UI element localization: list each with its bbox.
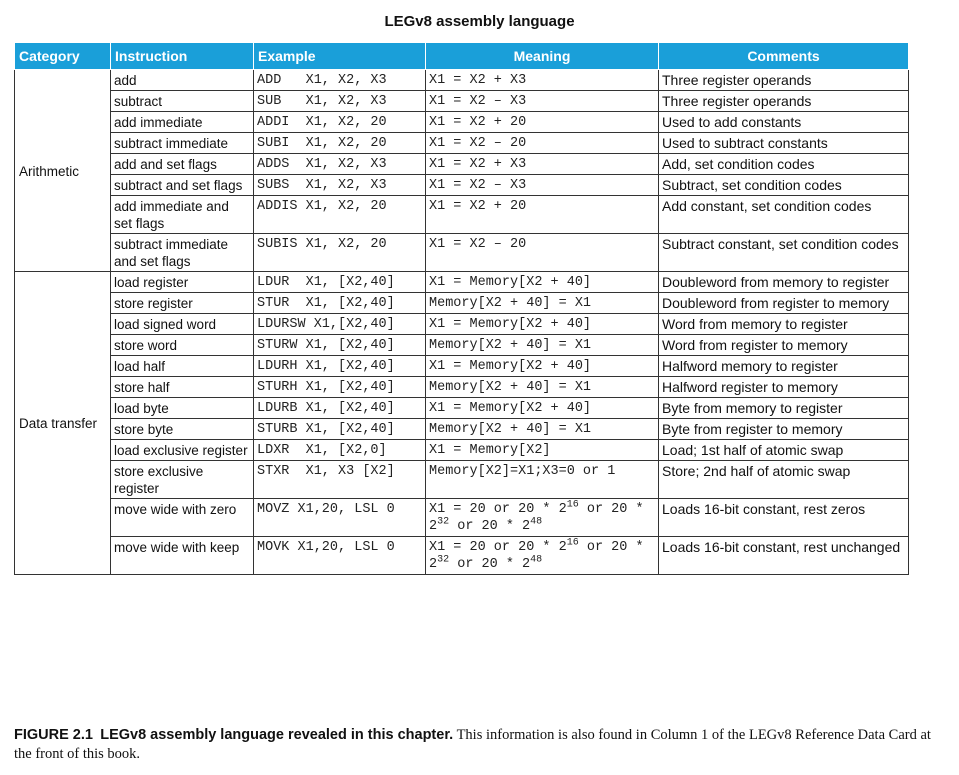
comment-cell: Word from memory to register	[659, 314, 909, 335]
meaning-cell: X1 = Memory[X2 + 40]	[426, 356, 659, 377]
table-row	[15, 461, 909, 499]
instruction-cell: subtract and set flags	[111, 175, 254, 196]
comment-cell: Store; 2nd half of atomic swap	[659, 461, 909, 499]
comment-cell: Doubleword from memory to register	[659, 272, 909, 293]
header-instruction: Instruction	[111, 43, 254, 70]
meaning-cell: X1 = Memory[X2 + 40]	[426, 314, 659, 335]
comment-cell: Halfword memory to register	[659, 356, 909, 377]
instruction-cell: move wide with keep	[111, 537, 254, 575]
example-cell: LDURB X1, [X2,40]	[254, 398, 426, 419]
instruction-cell: store register	[111, 293, 254, 314]
table-row	[15, 356, 909, 377]
instruction-cell: store exclusive register	[111, 461, 254, 499]
example-cell: LDURSW X1,[X2,40]	[254, 314, 426, 335]
caption-text: This information is also found in Column 1 of the LEGv8 Reference Data Card at the front of this book.	[14, 727, 931, 762]
example-cell: STURB X1, [X2,40]	[254, 419, 426, 440]
meaning-text: X1 = 20 or 20 * 2	[429, 540, 567, 555]
meaning-cell: Memory[X2 + 40] = X1	[426, 335, 659, 356]
category-arithmetic: Arithmetic	[15, 70, 111, 272]
comment-cell: Subtract, set condition codes	[659, 175, 909, 196]
meaning-cell: X1 = X2 – 20	[426, 234, 659, 272]
exponent: 48	[530, 554, 543, 566]
comment-cell: Loads 16-bit constant, rest unchanged	[659, 537, 909, 575]
header-category: Category	[15, 43, 111, 70]
meaning-cell	[426, 499, 659, 537]
meaning-cell: X1 = X2 + 20	[426, 196, 659, 234]
exponent: 48	[530, 516, 543, 528]
exponent: 16	[566, 537, 579, 549]
comment-cell: Add, set condition codes	[659, 154, 909, 175]
table-row	[15, 398, 909, 419]
example-cell: STURH X1, [X2,40]	[254, 377, 426, 398]
instruction-cell: subtract immediate and set flags	[111, 234, 254, 272]
table-row	[15, 499, 909, 537]
instruction-cell: add immediate	[111, 112, 254, 133]
meaning-cell: X1 = X2 + X3	[426, 154, 659, 175]
comment-cell: Word from register to memory	[659, 335, 909, 356]
instruction-cell: add and set flags	[111, 154, 254, 175]
comment-cell: Add constant, set condition codes	[659, 196, 909, 234]
example-cell: ADDS X1, X2, X3	[254, 154, 426, 175]
table-row	[15, 91, 909, 112]
table-row	[15, 537, 909, 575]
exponent: 32	[437, 516, 450, 528]
category-data-transfer: Data transfer	[15, 272, 111, 575]
table-row	[15, 234, 909, 272]
instruction-cell: add immediate and set flags	[111, 196, 254, 234]
meaning-cell: X1 = X2 – X3	[426, 175, 659, 196]
comment-cell: Used to subtract constants	[659, 133, 909, 154]
table-row	[15, 196, 909, 234]
comment-cell: Byte from memory to register	[659, 398, 909, 419]
table-row	[15, 175, 909, 196]
table-row	[15, 440, 909, 461]
table-row	[15, 272, 909, 293]
example-cell: SUBI X1, X2, 20	[254, 133, 426, 154]
meaning-text: X1 = 20 or 20 * 2	[429, 502, 567, 517]
exponent: 16	[566, 499, 579, 511]
table-row	[15, 293, 909, 314]
header-example: Example	[254, 43, 426, 70]
example-cell: LDURH X1, [X2,40]	[254, 356, 426, 377]
header-meaning: Meaning	[426, 43, 659, 70]
example-cell: SUBS X1, X2, X3	[254, 175, 426, 196]
exponent: 32	[437, 554, 450, 566]
instruction-cell: load byte	[111, 398, 254, 419]
table-row	[15, 419, 909, 440]
example-cell: LDXR X1, [X2,0]	[254, 440, 426, 461]
example-cell: SUB X1, X2, X3	[254, 91, 426, 112]
example-cell: STURW X1, [X2,40]	[254, 335, 426, 356]
example-cell: STUR X1, [X2,40]	[254, 293, 426, 314]
meaning-cell: Memory[X2 + 40] = X1	[426, 377, 659, 398]
meaning-text: or 20 * 2	[429, 540, 644, 572]
example-cell: SUBIS X1, X2, 20	[254, 234, 426, 272]
instruction-cell: store word	[111, 335, 254, 356]
instruction-cell: store byte	[111, 419, 254, 440]
table-row	[15, 154, 909, 175]
meaning-cell: X1 = X2 – 20	[426, 133, 659, 154]
instruction-cell: load half	[111, 356, 254, 377]
header-row	[15, 43, 909, 70]
comment-cell: Byte from register to memory	[659, 419, 909, 440]
instruction-cell: move wide with zero	[111, 499, 254, 537]
table-row	[15, 112, 909, 133]
meaning-cell	[426, 537, 659, 575]
example-cell: ADDI X1, X2, 20	[254, 112, 426, 133]
meaning-cell: Memory[X2 + 40] = X1	[426, 419, 659, 440]
table-row	[15, 133, 909, 154]
meaning-cell: X1 = X2 + X3	[426, 70, 659, 91]
example-cell: STXR X1, X3 [X2]	[254, 461, 426, 499]
example-cell: LDUR X1, [X2,40]	[254, 272, 426, 293]
figure-caption	[14, 726, 934, 764]
header-comments: Comments	[659, 43, 909, 70]
table-row	[15, 314, 909, 335]
comment-cell: Halfword register to memory	[659, 377, 909, 398]
comment-cell: Doubleword from register to memory	[659, 293, 909, 314]
comment-cell: Three register operands	[659, 91, 909, 112]
instruction-cell: load register	[111, 272, 254, 293]
meaning-cell: X1 = X2 + 20	[426, 112, 659, 133]
meaning-text: or 20 * 2	[429, 502, 644, 534]
meaning-cell: Memory[X2]=X1;X3=0 or 1	[426, 461, 659, 499]
table-row	[15, 335, 909, 356]
meaning-cell: X1 = Memory[X2 + 40]	[426, 272, 659, 293]
caption-label: FIGURE 2.1	[14, 727, 93, 743]
instruction-cell: subtract immediate	[111, 133, 254, 154]
instruction-cell: add	[111, 70, 254, 91]
comment-cell: Three register operands	[659, 70, 909, 91]
example-cell: MOVK X1,20, LSL 0	[254, 537, 426, 575]
example-cell: ADD X1, X2, X3	[254, 70, 426, 91]
comment-cell: Subtract constant, set condition codes	[659, 234, 909, 272]
instruction-cell: subtract	[111, 91, 254, 112]
meaning-cell: Memory[X2 + 40] = X1	[426, 293, 659, 314]
table-row	[15, 70, 909, 91]
meaning-cell: X1 = X2 – X3	[426, 91, 659, 112]
meaning-cell: X1 = Memory[X2 + 40]	[426, 398, 659, 419]
comment-cell: Loads 16-bit constant, rest zeros	[659, 499, 909, 537]
meaning-text: or 20 * 2	[449, 557, 531, 572]
legv8-table	[14, 42, 909, 575]
instruction-cell: load exclusive register	[111, 440, 254, 461]
comment-cell: Used to add constants	[659, 112, 909, 133]
instruction-cell: store half	[111, 377, 254, 398]
meaning-text: or 20 * 2	[449, 519, 531, 534]
table-row	[15, 377, 909, 398]
table-title: LEGv8 assembly language	[384, 13, 575, 30]
caption-bold-text: LEGv8 assembly language revealed in this chapter.	[100, 727, 454, 743]
comment-cell: Load; 1st half of atomic swap	[659, 440, 909, 461]
instruction-cell: load signed word	[111, 314, 254, 335]
example-cell: ADDIS X1, X2, 20	[254, 196, 426, 234]
meaning-cell: X1 = Memory[X2]	[426, 440, 659, 461]
example-cell: MOVZ X1,20, LSL 0	[254, 499, 426, 537]
